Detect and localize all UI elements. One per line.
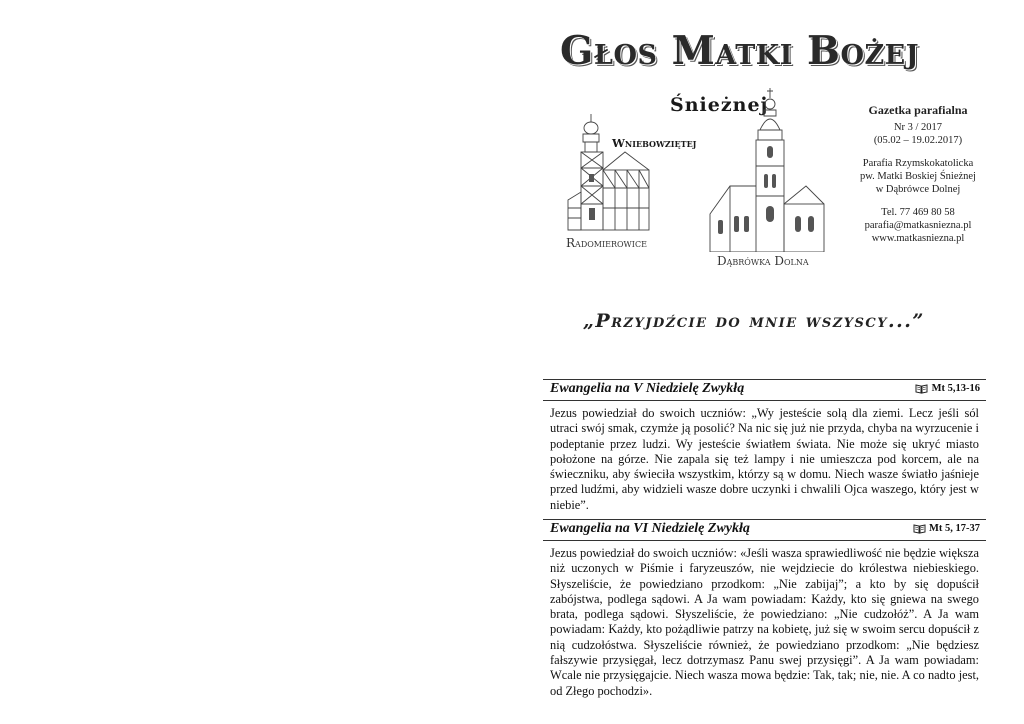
dabrowka-church-illustration: [706, 86, 828, 252]
gospel-reference: Mt 5,13-16: [931, 383, 980, 394]
place-label-dabrowka: Dąbrówka Dolna: [717, 254, 809, 268]
newsletter-subtitle: Śnieżnej: [670, 94, 769, 116]
parish-name-line-3: w Dąbrówce Dolnej: [875, 184, 961, 195]
radomierowice-church-illustration: [563, 108, 653, 236]
issue-number: Nr 3 / 2017: [893, 122, 943, 133]
gospel-text: Jezus powiedział do swoich uczniów: «Jeśli wasza sprawiedliwość nie będzie większa niż uczonych w Piśmie i faryzeuszów, nie wejdziecie do królestwa niebieskiego. Słyszeliście, że powiedziano przodkom: „Nie zabijaj”; a kto by się dopuścił zabójstwa, podlega sądowi. A Ja wam powiadam: Każdy, kto się gniewa na swego brata, podlega sądowi. Słyszeliście, że powiedziano: „Nie cudzołóż”. A Ja wam powiadam: Każdy, kto pożądliwie patrzy na kobietę, już się w swoim sercu dopuścił z nią cudzołóstwa. Słyszeliście również, że powiedziano przodkom: „Nie będziesz fałszywie przysięgał, lecz dotrzymasz Panu swej przysięgi”. A Ja wam powiadam: Wcale nie przysięgajcie. Niech wasza mowa będzie: Tak, tak; nie, nie. A co nadto jest, od Złego pochodzi».: [550, 546, 979, 698]
gospel-header: [543, 379, 986, 401]
issue-dates: (05.02 – 19.02.2017): [873, 135, 963, 146]
gospel-reference: Mt 5, 17-37: [928, 523, 980, 534]
parish-website[interactable]: www.matkasniezna.pl: [871, 233, 965, 244]
parish-name-line-2: pw. Matki Boskiej Śnieżnej: [860, 171, 976, 182]
gospel-title: Ewangelia na VI Niedzielę Zwykłą: [550, 521, 750, 536]
gospel-section: [543, 519, 986, 699]
gospel-title: Ewangelia na V Niedzielę Zwykłą: [550, 381, 745, 396]
open-book-icon: [913, 523, 926, 534]
parish-phone: Tel. 77 469 80 58: [881, 207, 955, 218]
dedication-label: Wniebowziętej: [612, 136, 697, 150]
newsletter-title: Głos Matki Bożej: [560, 28, 920, 74]
parish-name-line-1: Parafia Rzymskokatolicka: [862, 158, 974, 169]
issue-motto: „Przyjdźcie do mnie wszyscy...”: [583, 310, 925, 332]
gospel-section: [543, 379, 986, 513]
info-header: Gazetka parafialna: [868, 103, 968, 117]
gospel-header: [543, 519, 986, 541]
open-book-icon: [915, 383, 928, 394]
parish-info: [858, 104, 978, 245]
parish-email[interactable]: parafia@matkasniezna.pl: [864, 220, 972, 231]
place-label-radomierowice: Radomierowice: [566, 236, 647, 250]
gospel-text: Jezus powiedział do swoich uczniów: „Wy jesteście solą dla ziemi. Lecz jeśli sól utraci swój smak, czymże ją posolić? Na nic się już nie przyda, chyba na wyrzucenie i podeptanie przez ludzi. Wy jesteście światłem świata. Nie może się ukryć miasto położone na górze. Nie zapala się też lampy i nie umieszcza pod korcem, ale na świeczniku, aby świeciła wszystkim, którzy są w domu. Niech wasze światło jaśnieje przed ludźmi, aby widzieli wasze dobre uczynki i chwalili Ojca waszego, który jest w niebie”.: [550, 406, 979, 512]
